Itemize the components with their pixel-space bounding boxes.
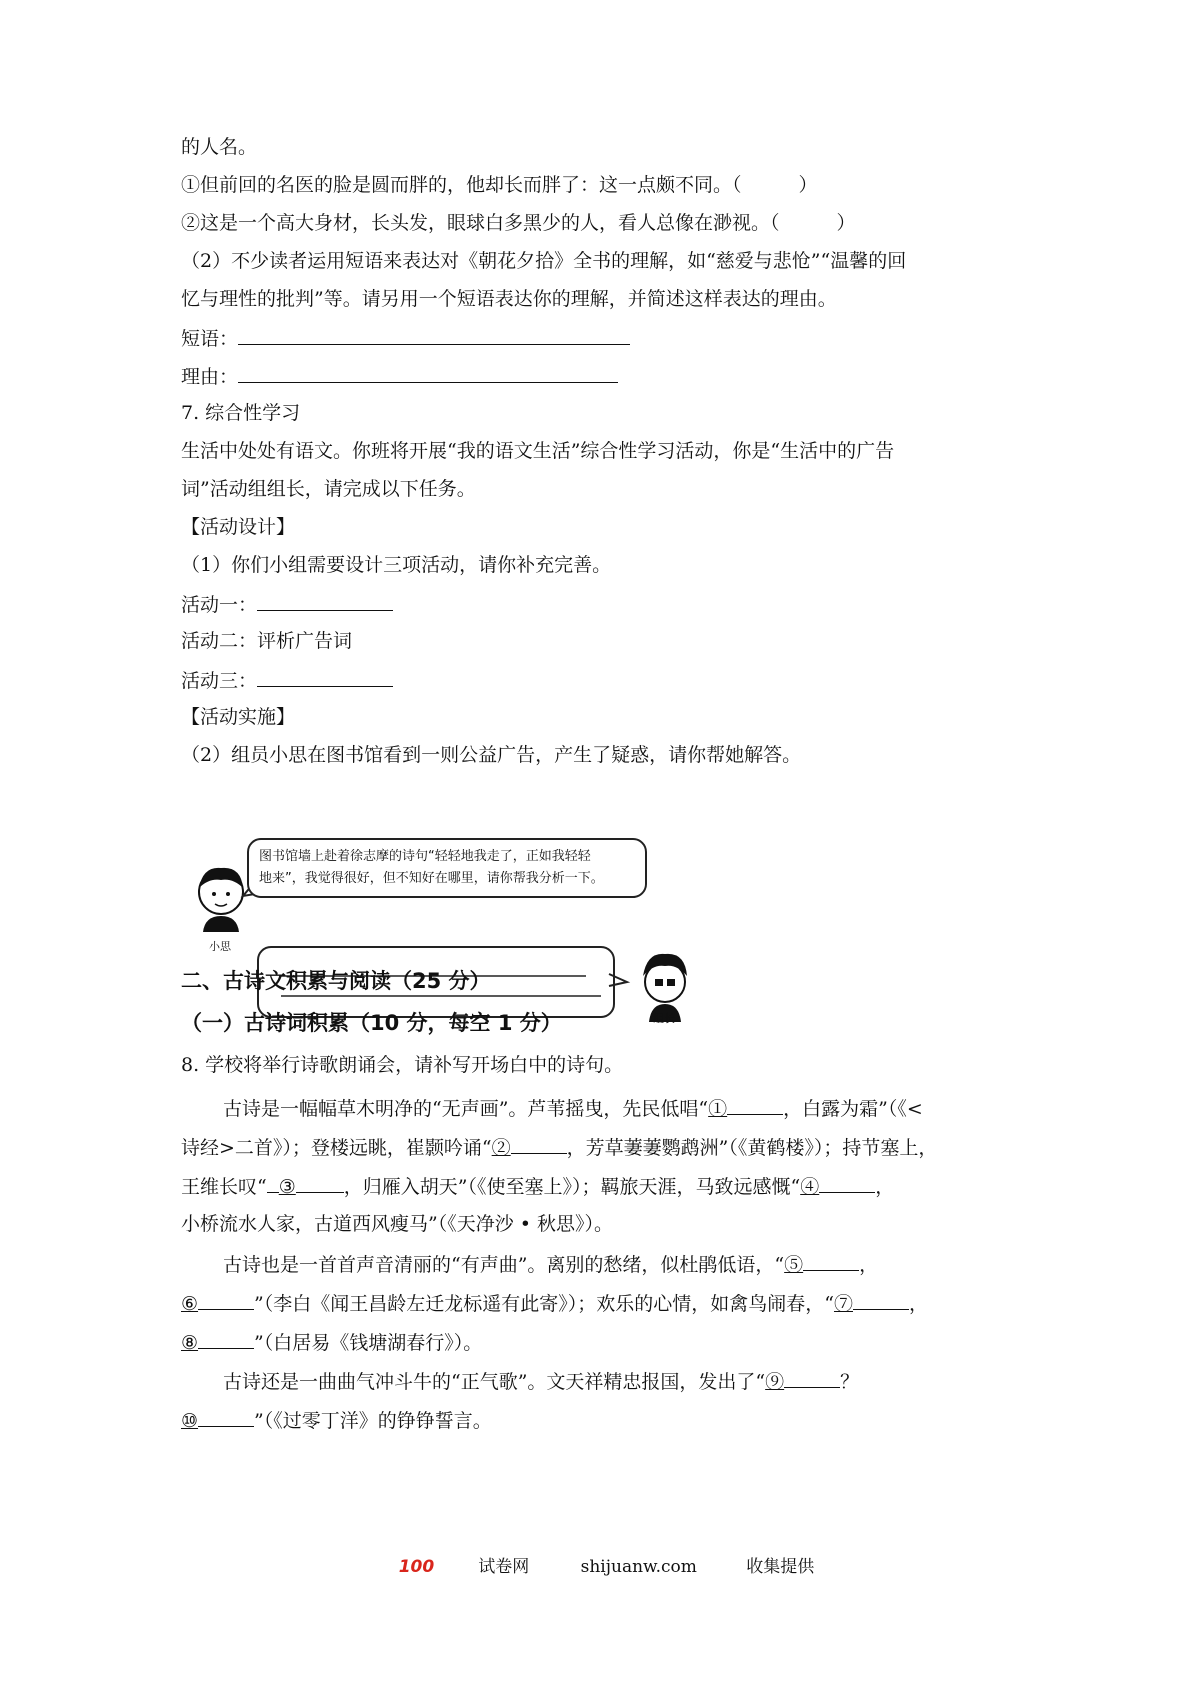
poem-paragraph-1-line — [181, 1133, 1021, 1161]
poem-blank-2[interactable] — [511, 1133, 567, 1154]
text-span: ，芳草萋萋鹦鹉洲”（《黄鹤楼》）；持节塞上， — [566, 1137, 938, 1159]
question-8-prompt: 8. 学校将举行诗歌朗诵会，请补写开场白中的诗句。 — [181, 1054, 624, 1076]
bubble-text-line: 图书馆墙上赴着徐志摩的诗句“轻轻地我走了，正如我轻轻 — [259, 849, 591, 864]
text-span: ”（李白《闻王昌龄左迁龙标遥有此寄》）；欢乐的心情，如禽鸟闹春，“ — [254, 1293, 834, 1315]
blank-marker-8: ⑧ — [181, 1332, 199, 1354]
text-span: 王维长叹“ — [181, 1176, 267, 1198]
poem-blank-4[interactable] — [819, 1172, 875, 1193]
poem-paragraph-1-line — [223, 1094, 1063, 1122]
text-line: （1）你们小组需要设计三项活动，请你补充完善。 — [181, 554, 612, 576]
text-line: （2）不少读者运用短语来表达对《朝花夕拾》全书的理解，如“慈爱与悲怆”“温馨的回 — [181, 250, 907, 272]
blank-marker-10: ⑩ — [181, 1410, 199, 1432]
poem-blank-9[interactable] — [784, 1367, 840, 1388]
text-span: ， — [875, 1176, 895, 1198]
poem-paragraph-2-line — [181, 1328, 1021, 1356]
blank-marker-7: ⑦ — [833, 1293, 853, 1315]
leader-label: 组长 — [653, 1012, 675, 1025]
text-line: ②这是一个高大身材，长头发，眼球白多黑少的人，看人总像在渺视。（ ） — [181, 212, 856, 234]
text-span: ？ — [840, 1371, 860, 1393]
activity-one-row — [181, 590, 1021, 618]
activity-two-row: 活动二：评析广告词 — [181, 630, 353, 652]
activity-three-row — [181, 666, 1021, 694]
phrase-answer-blank[interactable] — [238, 324, 630, 345]
activity-implementation-heading: 【活动实施】 — [181, 706, 296, 728]
poem-blank-1[interactable] — [727, 1094, 783, 1115]
xiaosi-speech-bubble — [247, 838, 647, 898]
site-name: 试卷网 — [478, 1557, 530, 1577]
activity-design-heading: 【活动设计】 — [181, 516, 296, 538]
site-domain[interactable]: shijuanw.com — [580, 1557, 697, 1577]
text-span: ”（《过零丁洋》的铮铮誓言。 — [254, 1410, 492, 1432]
text-line: ①但前回的名医的脸是圆而胖的，他却长而胖了：这一点颇不同。（ ） — [181, 174, 818, 196]
poem-blank-5[interactable] — [803, 1250, 859, 1271]
text-span: 诗经>二首》）；登楼远眺，崔颢吟诵“ — [181, 1137, 492, 1159]
poem-paragraph-3-line — [181, 1406, 1021, 1434]
blank-marker-2: ② — [491, 1137, 511, 1159]
blank-marker-1: ① — [708, 1098, 728, 1120]
phrase-label: 短语： — [181, 328, 239, 350]
poem-paragraph-3-line — [223, 1367, 1063, 1395]
page-footer — [0, 1552, 1191, 1577]
blank-marker-3: ③ — [278, 1176, 296, 1198]
activity-three-blank[interactable] — [257, 666, 393, 687]
poem-paragraph-1-line — [181, 1172, 1021, 1200]
text-span: ， — [859, 1254, 879, 1276]
text-line: 词”活动组组长，请完成以下任务。 — [181, 478, 476, 500]
text-span: 古诗还是一曲曲气冲斗牛的“正气歌”。文天祥精忠报国，发出了“ — [223, 1371, 766, 1393]
dialogue-illustration — [181, 836, 741, 1022]
reason-answer-blank[interactable] — [238, 362, 618, 383]
section-2-title: 二、古诗文积累与阅读（25 分） — [181, 969, 491, 993]
poem-blank-7[interactable] — [853, 1289, 909, 1310]
blank-marker-4: ④ — [800, 1176, 820, 1198]
site-logo: 100 — [398, 1557, 435, 1577]
poem-blank-3[interactable] — [296, 1172, 344, 1193]
xiaosi-label: 小思 — [209, 940, 231, 953]
reason-answer-row — [181, 362, 1021, 390]
text-span: ，白露为霜”（《< — [783, 1098, 923, 1120]
phrase-answer-row — [181, 324, 1021, 352]
blank-marker-9: ⑨ — [765, 1371, 785, 1393]
text-span: ， — [909, 1293, 929, 1315]
question-7-title: 7. 综合性学习 — [181, 402, 301, 424]
text-line: （2）组员小思在图书馆看到一则公益广告，产生了疑惑，请你帮她解答。 — [181, 744, 802, 766]
text-span: ”（白居易《钱塘湖春行》）。 — [254, 1332, 483, 1354]
poem-blank-6[interactable] — [198, 1289, 254, 1310]
poem-paragraph-2-line — [181, 1289, 1021, 1317]
text-span: 古诗也是一首首声音清丽的“有声曲”。离别的愁绪，似杜鹃低语，“ — [223, 1254, 785, 1276]
activity-three-label: 活动三： — [181, 670, 258, 692]
text-span: ，归雁入胡天”（《使至塞上》）；羁旅天涯，马致远感慨“ — [343, 1176, 801, 1198]
text-line: 的人名。 — [181, 136, 258, 158]
activity-one-blank[interactable] — [257, 590, 393, 611]
text-span: 古诗是一幅幅草木明净的“无声画”。芦苇摇曳，先民低唱“ — [223, 1098, 709, 1120]
reason-label: 理由： — [181, 366, 239, 388]
blank-marker-5: ⑤ — [784, 1254, 804, 1276]
poem-blank-8[interactable] — [198, 1328, 254, 1349]
poem-paragraph-2-line — [223, 1250, 1063, 1278]
activity-one-label: 活动一： — [181, 594, 258, 616]
poem-paragraph-1-line: 小桥流水人家，古道西风瘦马”（《天净沙 • 秋思》）。 — [181, 1213, 614, 1235]
section-2-subtitle: （一）古诗词积累（10 分，每空 1 分） — [181, 1011, 562, 1035]
bubble-text-line: 地来”，我觉得很好，但不知好在哪里，请你帮我分析一下。 — [259, 871, 604, 886]
poem-blank-10[interactable] — [198, 1406, 254, 1427]
text-line: 忆与理性的批判”等。请另用一个短语表达你的理解，并简述这样表达的理由。 — [181, 288, 837, 310]
blank-marker-6: ⑥ — [181, 1293, 199, 1315]
poem-blank-3-lead[interactable] — [267, 1172, 279, 1193]
footer-note: 收集提供 — [746, 1557, 815, 1577]
text-line: 生活中处处有语文。你班将开展“我的语文生活”综合性学习活动，你是“生活中的广告 — [181, 440, 895, 462]
xiaosi-figure-icon — [199, 868, 243, 932]
